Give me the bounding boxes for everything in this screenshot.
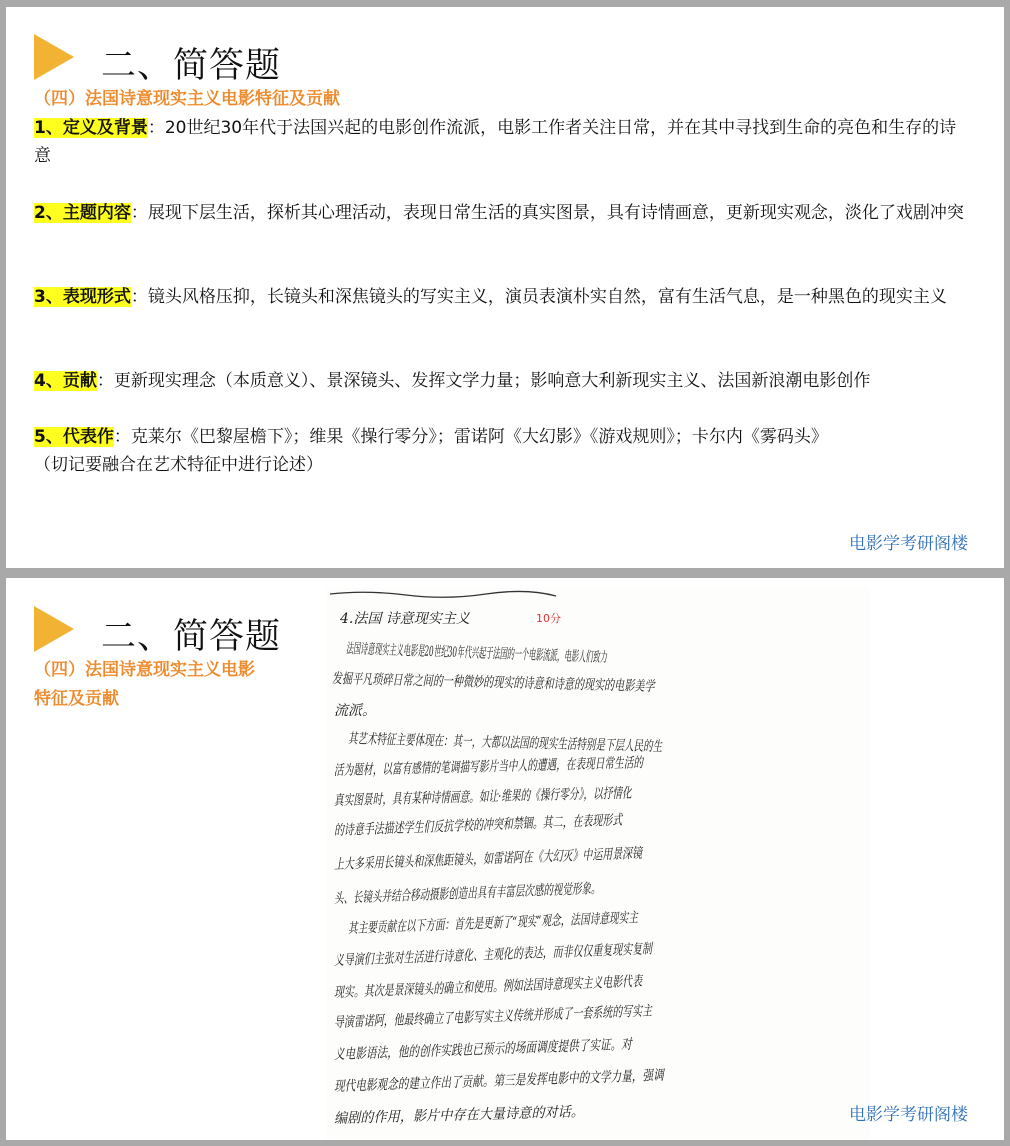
handwritten-line: 导演雷诺阿，他最终确立了电影写实主义传统并形成了一套系统的写实主: [333, 1003, 653, 1031]
handwritten-line: 活为题材，以富有感情的笔调描写影片当中人的遭遇，在表现日常生活的: [333, 755, 644, 779]
handwritten-line: 的诗意手法描述学生们反抗学校的冲突和禁锢。其二，在表现形式: [333, 812, 623, 839]
item-label: 2、主题内容: [34, 203, 131, 223]
slide-subtitle: （四）法国诗意现实主义电影特征及贡献: [34, 89, 340, 109]
handwritten-line: 4.法国 诗意现实主义: [340, 611, 470, 627]
slide-subtitle: [34, 656, 255, 714]
handwritten-line: 其艺术特征主要体现在：其一，大都以法国的现实生活特别是下层人民的生: [347, 731, 663, 756]
item-label: 4、贡献: [34, 371, 97, 391]
item-label: 1、定义及背景: [34, 118, 148, 138]
handwritten-line: 编剧的作用，影片中存在大量诗意的对话。: [333, 1104, 585, 1127]
answer-item-form: [34, 283, 964, 311]
slide-title: 二、简答题: [101, 46, 282, 86]
handwritten-line: 现代电影观念的建立作出了贡献。第三是发挥电影中的文学力量，强调: [333, 1067, 664, 1095]
item-text: ：展现下层生活，探析其心理活动，表现日常生活的真实图景，具有诗情画意，更新现实观念，淡化了戏剧冲突: [130, 203, 964, 223]
handwritten-line: 流派。: [334, 703, 376, 719]
footer-watermark: 电影学考研阁楼: [849, 534, 968, 554]
slide-2: [6, 578, 1004, 1140]
answer-item-theme: [34, 199, 964, 227]
handwritten-line: 上大多采用长镜头和深焦距镜头，如雷诺阿在《大幻灭》中运用景深镜: [333, 845, 643, 873]
footer-watermark: 电影学考研阁楼: [849, 1105, 968, 1125]
item-label: 5、代表作: [34, 427, 114, 447]
item-note: （切记要融合在艺术特征中进行论述）: [34, 455, 323, 475]
subtitle-line-2: 特征及贡献: [34, 689, 119, 709]
subtitle-line-1: （四）法国诗意现实主义电影: [34, 660, 255, 680]
answer-item-contribution: [34, 367, 964, 395]
slide-1: [6, 7, 1004, 568]
item-text: ：克莱尔《巴黎屋檐下》；维果《操行零分》；雷诺阿《大幻影》《游戏规则》；卡尔内《雾码头》: [113, 427, 828, 447]
handwritten-line: 发掘平凡琐碎日常之间的一种微妙的现实的诗意和诗意的现实的电影美学: [331, 671, 655, 695]
score-mark: 10分: [536, 612, 561, 625]
handwritten-line: 义导演们主张对生活进行诗意化、主观化的表达，而非仅仅重复现实复制: [333, 941, 653, 969]
item-text: ：镜头风格压抑，长镜头和深焦镜头的写实主义，演员表演朴实自然，富有生活气息，是一种黑色的现实主义: [130, 287, 947, 307]
handwritten-line: 现实。其次是景深镜头的确立和使用。例如法国诗意现实主义电影代表: [333, 973, 643, 1001]
play-triangle-icon: [34, 606, 74, 652]
handwritten-answer-sheet: [326, 588, 870, 1140]
handwritten-line: 其主要贡献在以下方面：首先是更新了“现实”观念，法国诗意现实主: [347, 909, 639, 937]
play-triangle-icon: [34, 34, 74, 80]
handwritten-text: [326, 588, 870, 1140]
handwritten-line: 头、长镜头并结合移动摄影创造出具有丰富层次感的视觉形象。: [333, 880, 601, 907]
answer-item-works: [34, 423, 964, 479]
item-text: ：20世纪30年代于法国兴起的电影创作流派，电影工作者关注日常，并在其中寻找到生命的亮色和生存的诗意: [34, 118, 957, 166]
handwritten-line: 法国诗意现实主义电影是20世纪30年代兴起于法国的一个电影流派，电影人们致力: [345, 641, 607, 666]
answer-item-definition: [34, 114, 964, 170]
slide-title: 二、简答题: [101, 617, 282, 657]
item-label: 3、表现形式: [34, 287, 131, 307]
handwritten-line: 义电影语法，他的创作实践也已预示的场面调度提供了实证。对: [333, 1036, 632, 1063]
handwritten-line: 真实图景时，具有某种诗情画意。如让·维果的《操行零分》，以抒情化: [333, 785, 632, 809]
item-text: ：更新现实理念（本质意义）、景深镜头、发挥文学力量；影响意大利新现实主义、法国新浪潮电影创作: [96, 371, 871, 391]
